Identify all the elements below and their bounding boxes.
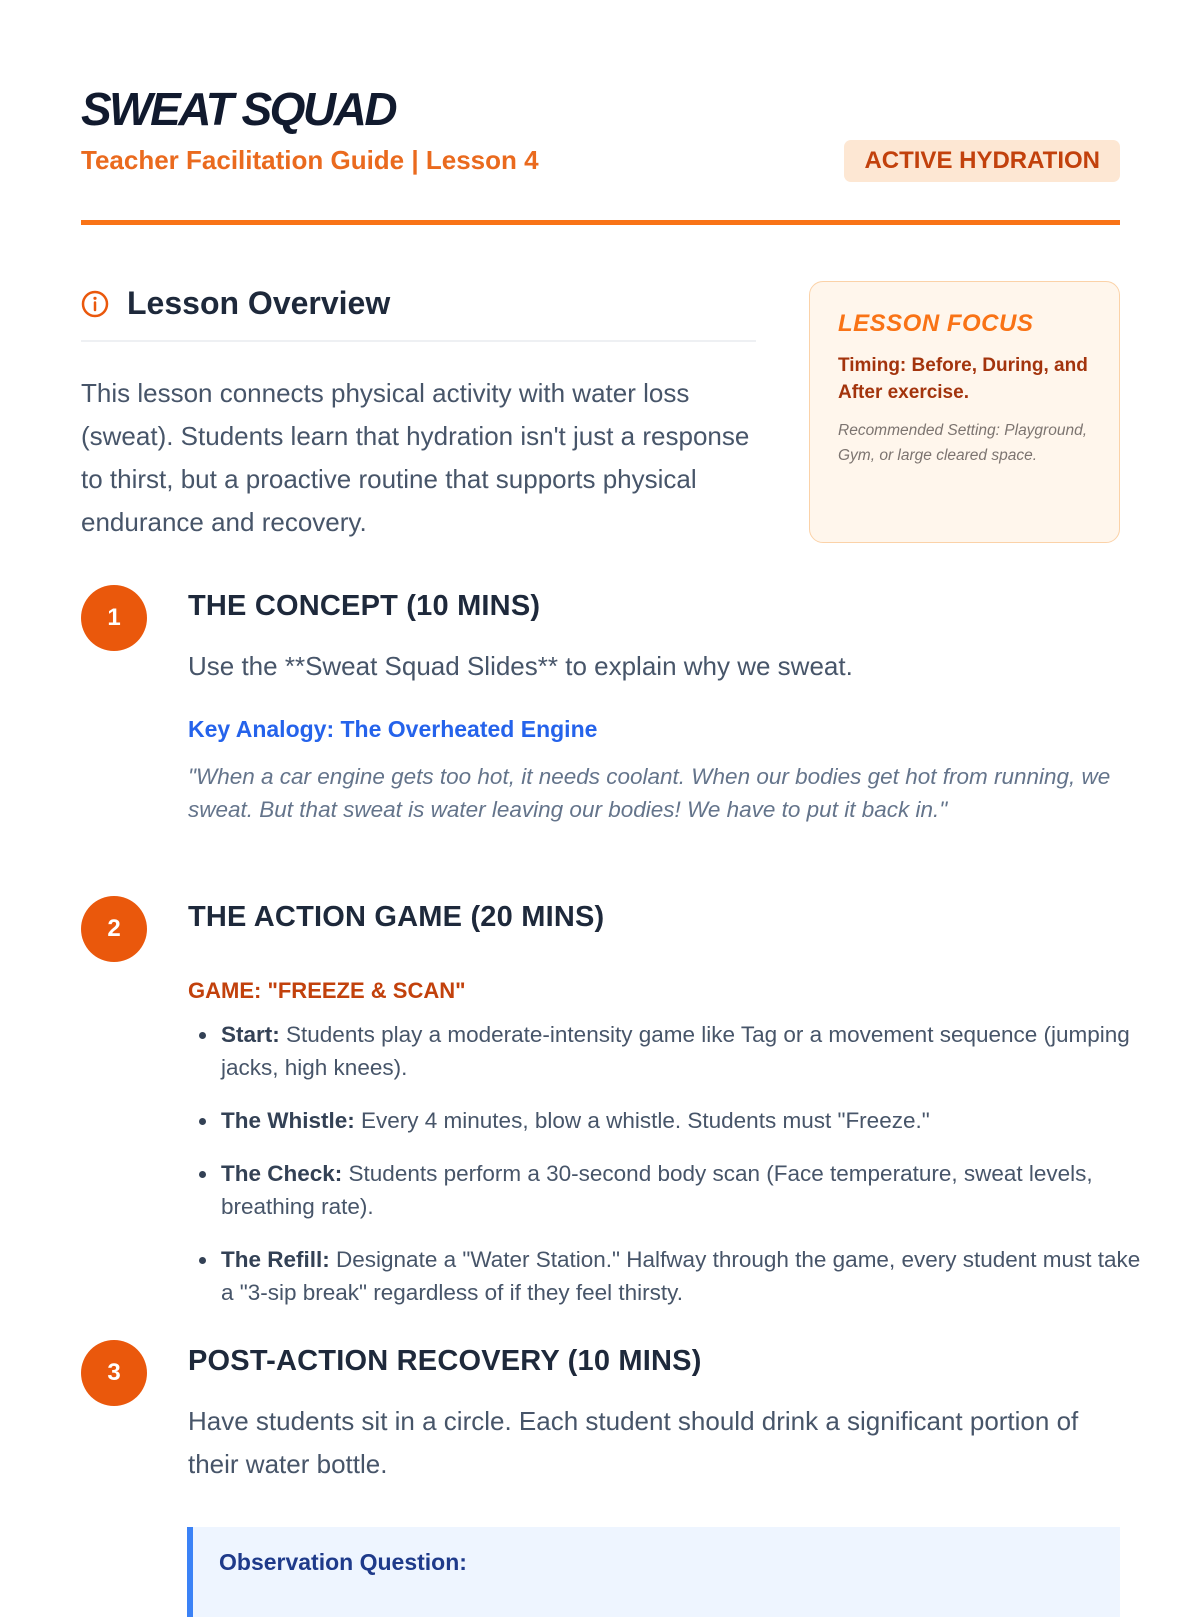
bullet-text: Designate a "Water Station." Halfway through the game, every student must take a "3-sip break" regardless of if they feel thirsty. <box>221 1247 1141 1305</box>
list-item <box>221 1157 1153 1223</box>
bullet-label: The Check: <box>221 1161 343 1186</box>
focus-setting: Recommended Setting: Playground, Gym, or large cleared space. <box>838 422 1088 464</box>
list-item <box>221 1018 1153 1084</box>
overview-heading <box>81 285 756 342</box>
step-number-badge: 1 <box>81 585 147 651</box>
bullet-text: Every 4 minutes, blow a whistle. Students must "Freeze." <box>354 1108 930 1133</box>
header-divider <box>81 220 1120 225</box>
key-analogy: Key Analogy: The Overheated Engine <box>188 716 598 742</box>
game-name: GAME: "FREEZE & SCAN" <box>188 978 466 1003</box>
guide-subtitle: Teacher Facilitation Guide | Lesson 4 <box>81 145 539 175</box>
brand-title: SWEAT SQUAD <box>81 83 396 135</box>
overview-title: Lesson Overview <box>127 285 391 321</box>
list-item <box>221 1104 1153 1137</box>
overview-text: This lesson connects physical activity with water loss (sweat). Students learn that hydration isn't just a response to thirst, but a proactive routine that supports physical endurance and recovery. <box>81 378 750 537</box>
bullet-label: The Refill: <box>221 1247 330 1272</box>
game-steps-list <box>188 1018 1153 1329</box>
analogy-quote: "When a car engine gets too hot, it needs coolant. When our bodies get hot from running, we sweat. But that sweat is water leaving our bodies! We have to put it back in." <box>188 764 1111 822</box>
step-text: Have students sit in a circle. Each student should drink a significant portion of their water bottle. <box>188 1406 1079 1479</box>
step-text: Use the **Sweat Squad Slides** to explain why we sweat. <box>188 651 853 681</box>
list-item <box>221 1243 1153 1309</box>
observation-callout <box>187 1527 1120 1617</box>
step-number-badge: 2 <box>81 896 147 962</box>
bullet-text: Students perform a 30-second body scan (Face temperature, sweat levels, breathing rate). <box>221 1161 1093 1219</box>
bullet-label: Start: <box>221 1022 280 1047</box>
observation-label: Observation Question: <box>219 1549 467 1575</box>
topic-badge: ACTIVE HYDRATION <box>844 140 1120 182</box>
lesson-focus-card <box>809 281 1120 543</box>
step-title: THE CONCEPT (10 MINS) <box>188 590 541 622</box>
step-number-badge: 3 <box>81 1340 147 1406</box>
focus-title: LESSON FOCUS <box>838 310 1034 337</box>
info-icon <box>81 290 109 318</box>
bullet-label: The Whistle: <box>221 1108 355 1133</box>
step-title: POST-ACTION RECOVERY (10 MINS) <box>188 1345 702 1377</box>
step-title: THE ACTION GAME (20 MINS) <box>188 901 605 933</box>
bullet-text: Students play a moderate-intensity game like Tag or a movement sequence (jumping jacks, high knees). <box>221 1022 1130 1080</box>
focus-timing: Timing: Before, During, and After exercise. <box>838 355 1088 403</box>
